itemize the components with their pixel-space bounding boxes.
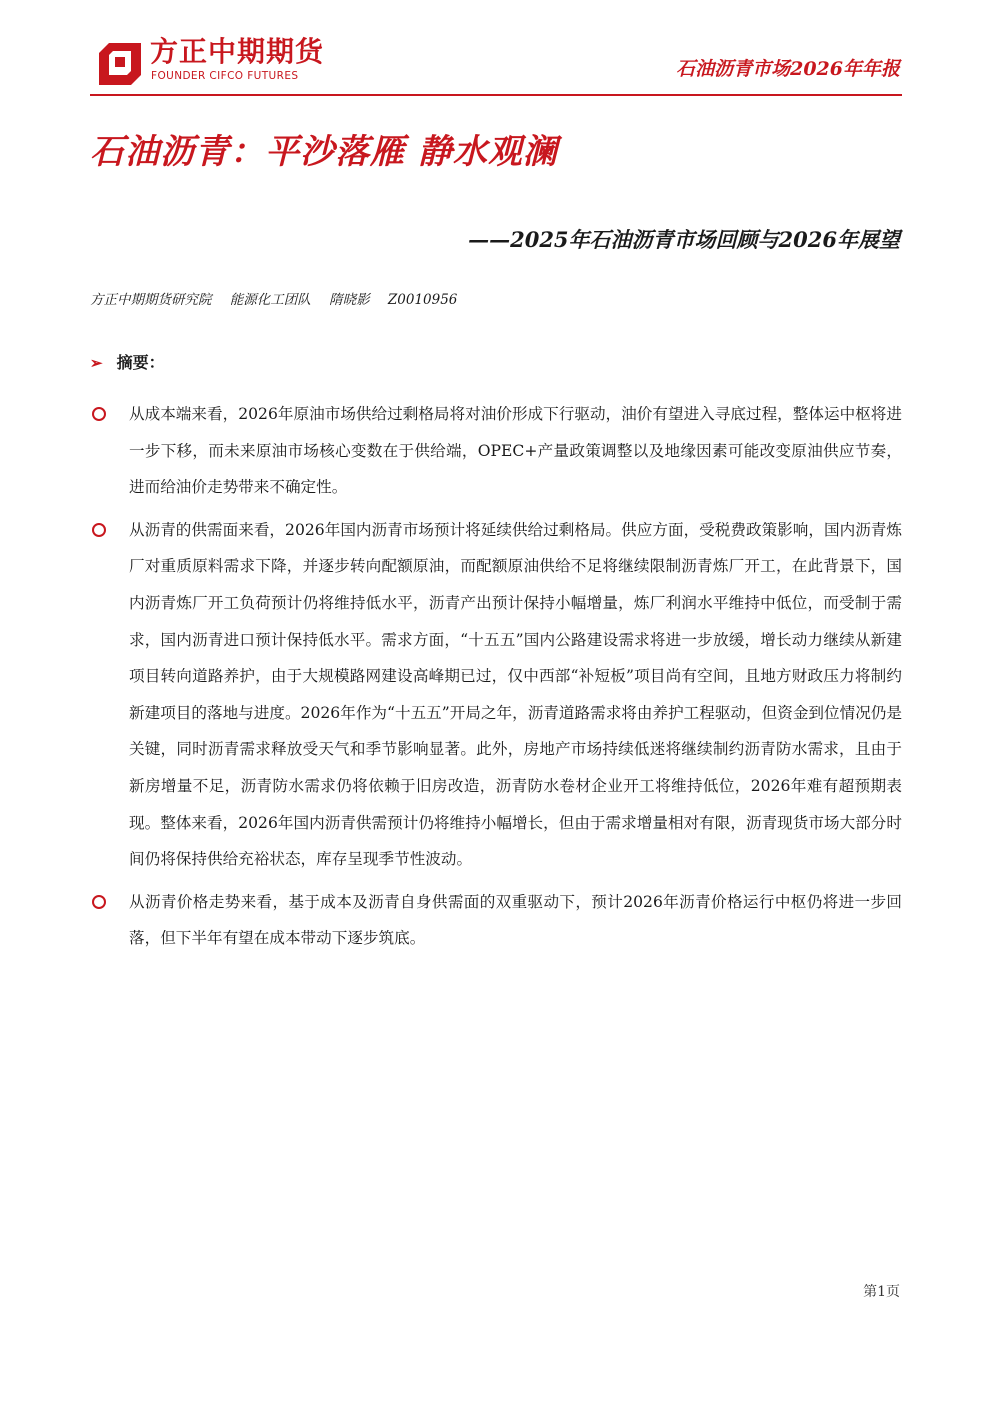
summary-heading-label: 摘要： (116, 353, 165, 372)
founder-cifco-logo-icon (97, 41, 143, 87)
report-title: 石油沥青：平沙落雁 静水观澜 (90, 132, 558, 172)
page-number: 第1页 (863, 1284, 900, 1300)
circle-bullet-icon (92, 895, 106, 909)
summary-heading (90, 350, 165, 373)
circle-bullet-icon (92, 407, 106, 421)
summary-item (90, 884, 902, 957)
author-institute: 方正中期期货研究院 (90, 292, 212, 308)
summary-item (90, 512, 902, 878)
summary-item-text: 从沥青的供需面来看，2026年国内沥青市场预计将延续供给过剩格局。供应方面，受税费政策影响，国内沥青炼厂对重质原料需求下降，并逐步转向配额原油，而配额原油供给不足将继续限制沥青炼厂开工，在此背景下，国内沥青炼厂开工负荷预计仍将维持低水平，沥青产出预计保持小幅增量，炼厂利润水平维持中低位，而受制于需求，国内沥青进口预计保持低水平。需求方面，“十五五”国内公路建设需求将进一步放缓，增长动力继续从新建项目转向道路养护，由于大规模路网建设高峰期已过，仅中西部“补短板”项目尚有空间，且地方财政压力将制约新建项目的落地与进度。2026年作为“十五五”开局之年，沥青道路需求将由养护工程驱动，但资金到位情况仍是关键，同时沥青需求释放受天气和季节影响显著。此外，房地产市场持续低迷将继续制约沥青防水需求，且由于新房增量不足，沥青防水需求仍将依赖于旧房改造，沥青防水卷材企业开工将维持低位，2026年难有超预期表现。整体来看，2026年国内沥青供需预计仍将维持小幅增长，但由于需求增量相对有限，沥青现货市场大部分时间仍将保持供给充裕状态，库存呈现季节性波动。 (129, 520, 902, 869)
summary-item-text: 从成本端来看，2026年原油市场供给过剩格局将对油价形成下行驱动，油价有望进入寻底过程，整体运中枢将进一步下移，而未来原油市场核心变数在于供给端，OPEC+产量政策调整以及地缘因素可能改变原油供应节奏，进而给油价走势带来不确定性。 (129, 405, 902, 497)
arrowhead-icon: ➢ (90, 354, 103, 372)
summary-item-text: 从沥青价格走势来看，基于成本及沥青自身供需面的双重驱动下，预计2026年沥青价格运行中枢仍将进一步回落，但下半年有望在成本带动下逐步筑底。 (129, 892, 902, 948)
report-tag: 石油沥青市场2026年年报 (676, 58, 900, 80)
header-divider (90, 94, 902, 96)
author-line (90, 288, 471, 308)
page-header (0, 0, 992, 100)
author-name: 隋晓影 (329, 292, 370, 308)
logo-name-en: FOUNDER CIFCO FUTURES (151, 70, 299, 82)
summary-item (90, 396, 902, 506)
report-subtitle: ——2025年石油沥青市场回顾与2026年展望 (468, 227, 900, 252)
summary-list (90, 396, 902, 963)
circle-bullet-icon (92, 523, 106, 537)
logo-name-cn: 方正中期期货 (150, 35, 325, 68)
author-team: 能源化工团队 (229, 292, 311, 308)
author-license: Z0010956 (387, 292, 458, 308)
